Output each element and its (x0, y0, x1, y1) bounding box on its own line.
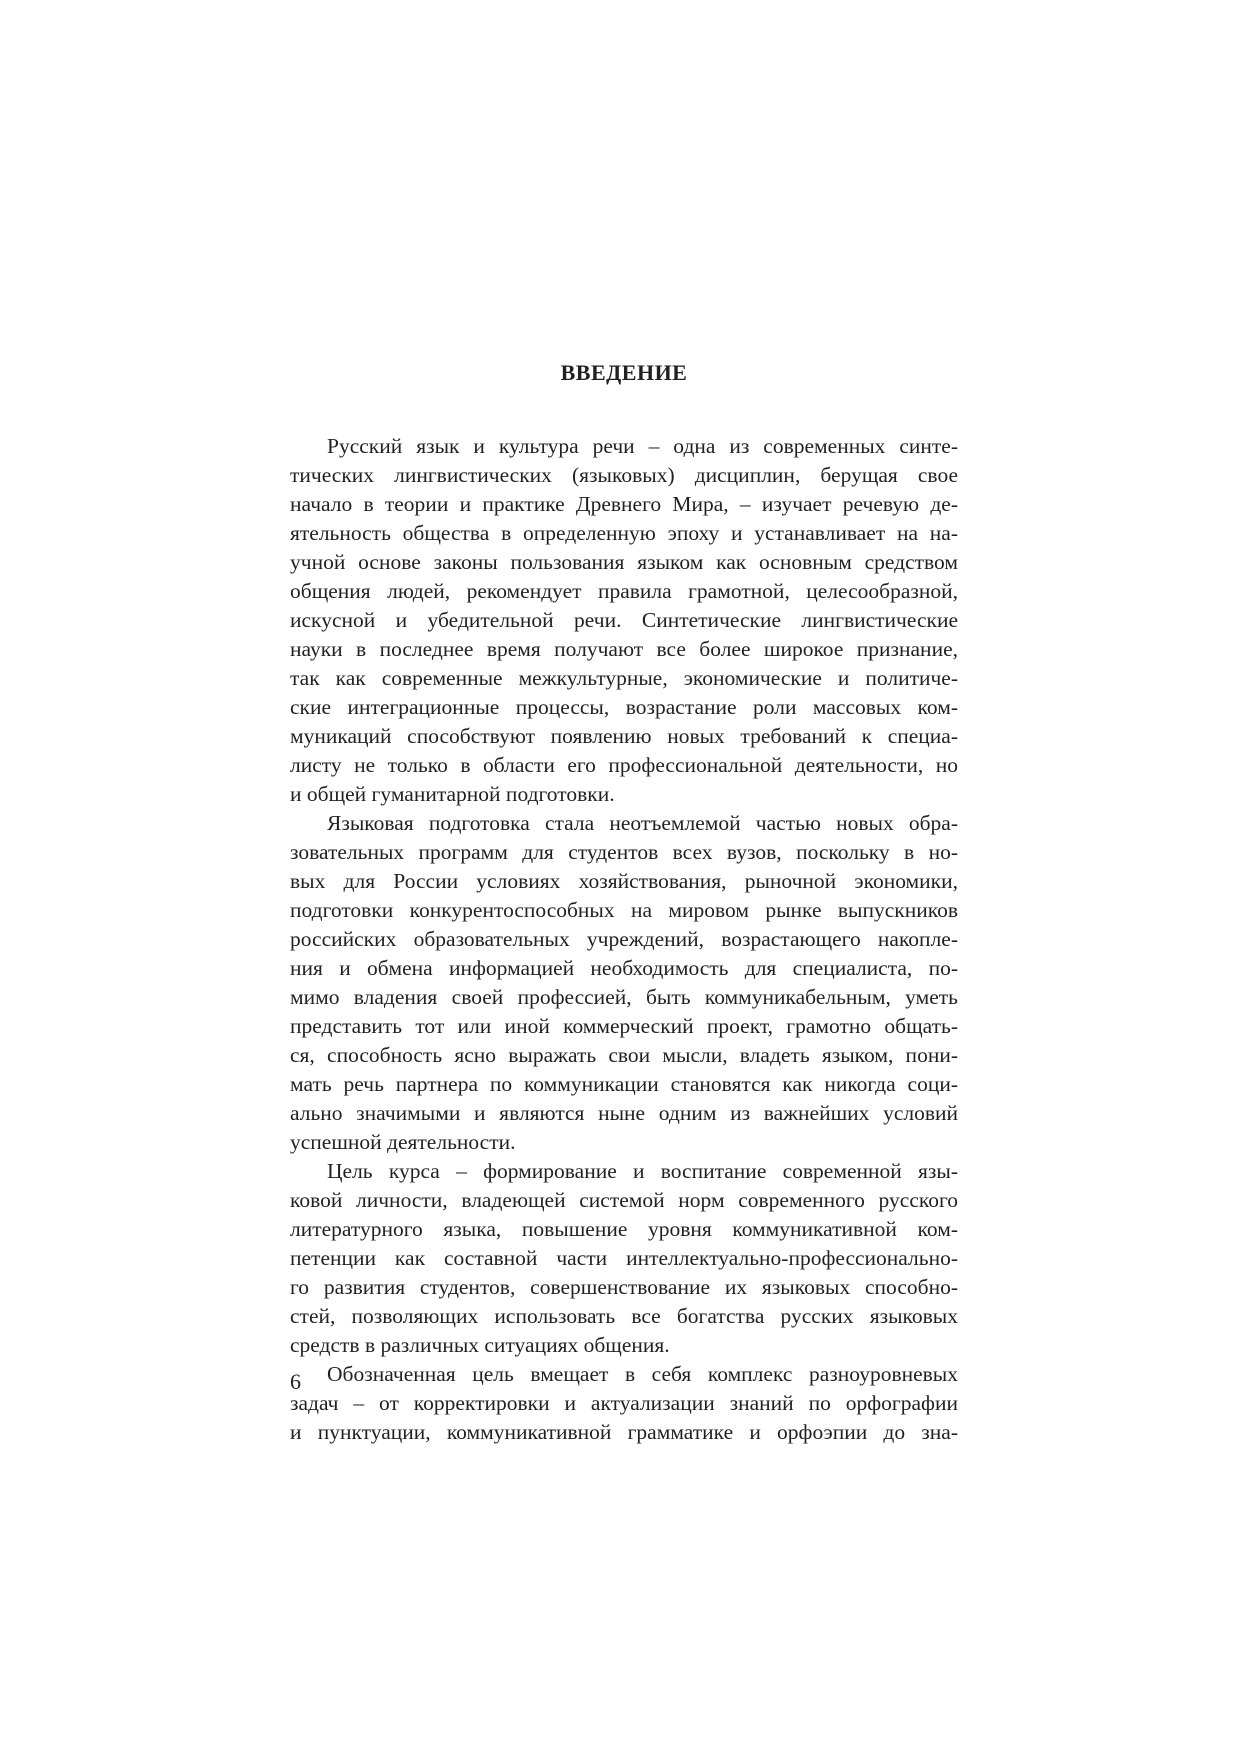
text-line: задач – от корректировки и актуализации знаний по орфографии (290, 1391, 958, 1415)
text-line: Языковая подготовка стала неотъемлемой частью новых обра- (327, 811, 958, 835)
text-line: стей, позволяющих использовать все богатства русских языковых (290, 1304, 958, 1328)
text-line: литературного языка, повышение уровня коммуникативной ком- (290, 1217, 958, 1241)
text-line: представить тот или иной коммерческий проект, грамотно общать- (290, 1014, 958, 1038)
page-number: 6 (290, 1369, 301, 1394)
text-line: ния и обмена информацией необходимость для специалиста, по- (290, 956, 958, 980)
text-line: Русский язык и культура речи – одна из современных синте- (327, 434, 958, 458)
text-line: науки в последнее время получают все более широкое признание, (290, 637, 958, 661)
text-line: вых для России условиях хозяйствования, рыночной экономики, (290, 869, 958, 893)
text-line: муникаций способствуют появлению новых требований к специа- (290, 724, 958, 748)
text-line: искусной и убедительной речи. Синтетические лингвистические (290, 608, 958, 632)
paragraph-4 (290, 1360, 958, 1447)
text-line: ятельность общества в определенную эпоху и устанавливает на на- (290, 521, 958, 545)
text-line: общения людей, рекомендует правила грамотной, целесообразной, (290, 579, 958, 603)
text-line: ся, способность ясно выражать свои мысли, владеть языком, пони- (290, 1043, 958, 1067)
paragraph-3 (290, 1157, 958, 1360)
text-line: листу не только в области его профессиональной деятельности, но (290, 753, 958, 777)
text-line: петенции как составной части интеллектуально-профессионально- (290, 1246, 958, 1270)
text-line: Цель курса – формирование и воспитание современной язы- (327, 1159, 958, 1183)
text-line: учной основе законы пользования языком как основным средством (290, 550, 958, 574)
text-line: го развития студентов, совершенствование их языковых способно- (290, 1275, 958, 1299)
paragraph-2 (290, 809, 958, 1157)
text-line: и пунктуации, коммуникативной грамматике и орфоэпии до зна- (290, 1420, 958, 1444)
text-line: мать речь партнера по коммуникации становятся как никогда соци- (290, 1072, 958, 1096)
text-line: так как современные межкультурные, экономические и политиче- (290, 666, 958, 690)
text-line: зовательных программ для студентов всех вузов, поскольку в но- (290, 840, 958, 864)
text-line: и общей гуманитарной подготовки. (290, 782, 615, 806)
text-line: российских образовательных учреждений, возрастающего накопле- (290, 927, 958, 951)
page-title: ВВЕДЕНИЕ (560, 360, 688, 385)
paragraph-1 (290, 432, 958, 809)
text-line: начало в теории и практике Древнего Мира, – изучает речевую де- (290, 492, 958, 516)
text-line: средств в различных ситуациях общения. (290, 1333, 670, 1357)
text-line: ально значимыми и являются ныне одним из важнейших условий (290, 1101, 958, 1125)
text-line: Обозначенная цель вмещает в себя комплекс разноуровневых (327, 1362, 958, 1386)
text-line: ские интеграционные процессы, возрастание роли массовых ком- (290, 695, 958, 719)
text-line: подготовки конкурентоспособных на мировом рынке выпускников (290, 898, 958, 922)
text-line: успешной деятельности. (290, 1130, 516, 1154)
body-text (290, 432, 958, 1447)
text-line: ковой личности, владеющей системой норм современного русского (290, 1188, 958, 1212)
text-line: тических лингвистических (языковых) дисциплин, берущая свое (290, 463, 958, 487)
text-line: мимо владения своей профессией, быть коммуникабельным, уметь (290, 985, 958, 1009)
